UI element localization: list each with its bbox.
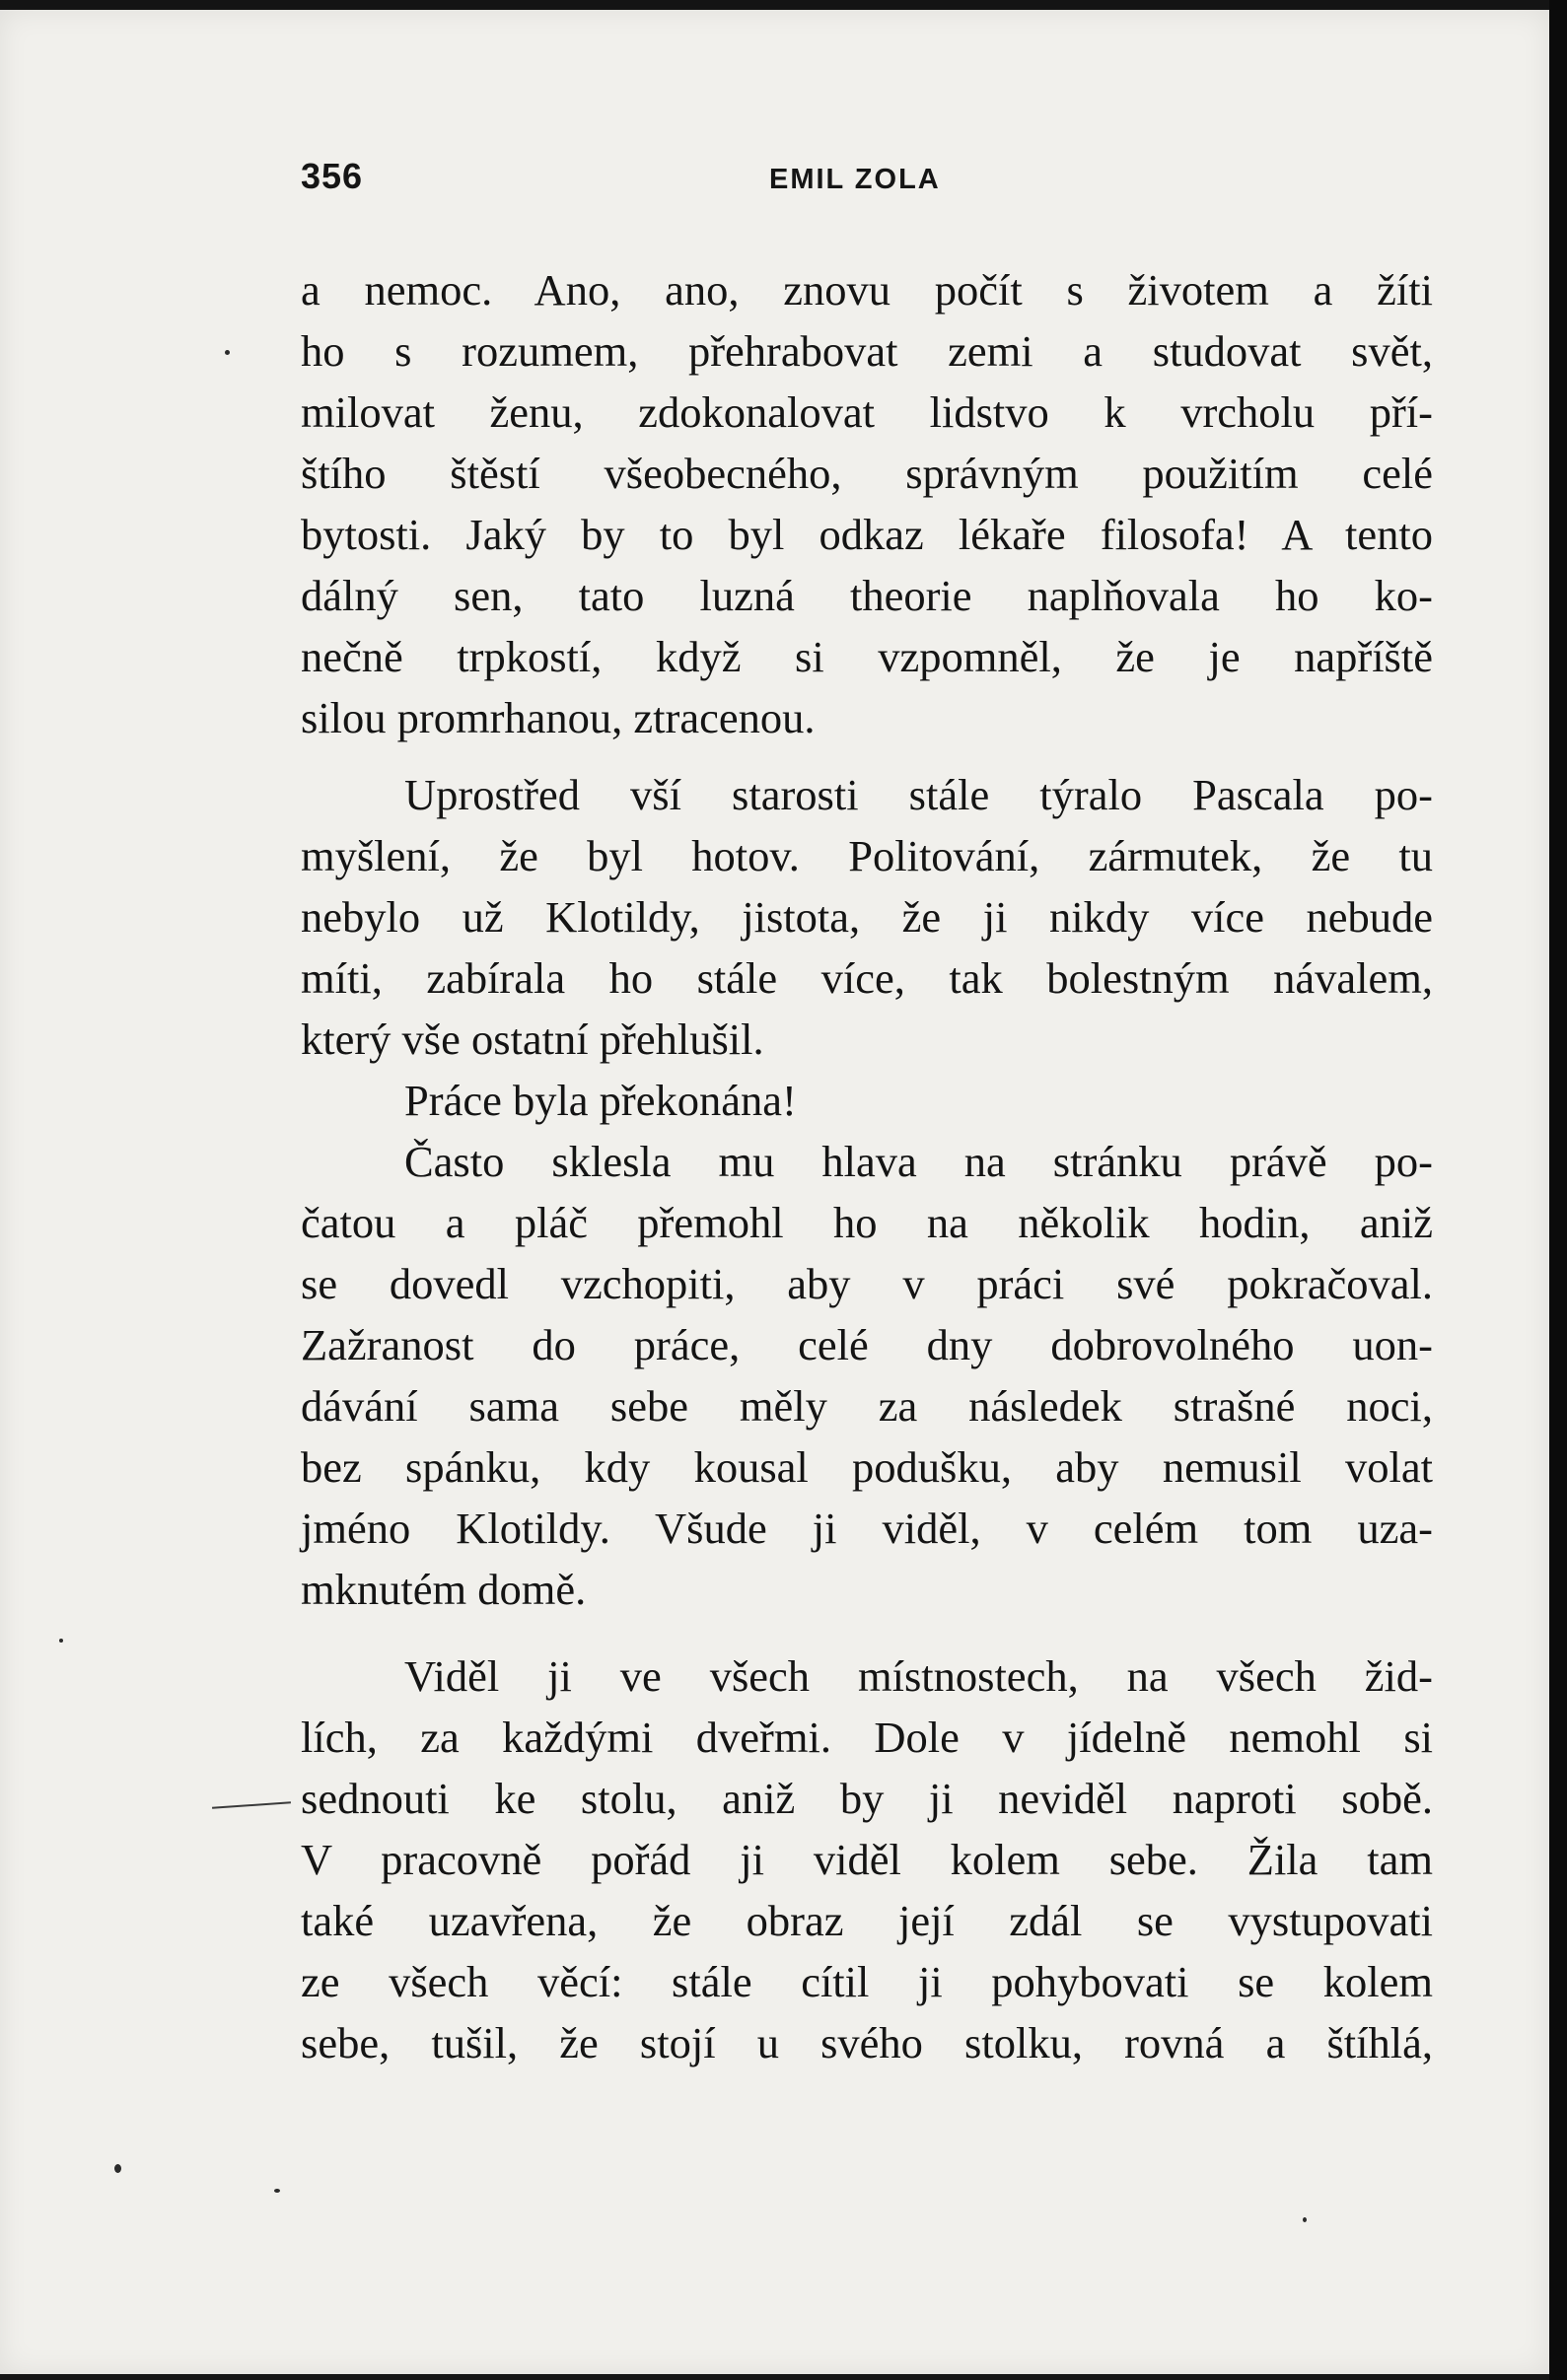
body-text (301, 259, 1433, 2089)
text-line: silou promrhanou, ztracenou. (301, 693, 816, 742)
text-line: Práce byla překonána! (404, 1076, 797, 1125)
text-line: bytosti. Jaký by to byl odkaz lékaře filosofa! A tento (301, 510, 1433, 559)
text-line: myšlení, že byl hotov. Politování, zármutek, že tu (301, 831, 1433, 880)
text-line: se dovedl vzchopiti, aby v práci své pokračoval. (301, 1259, 1433, 1308)
text-line: nebylo už Klotildy, jistota, že ji nikdy více nebude (301, 892, 1433, 942)
speck (114, 2164, 121, 2173)
text-line: ho s rozumem, přehrabovat zemi a studovat svět, (301, 326, 1433, 376)
text-line: který vše ostatní přehlušil. (301, 1015, 764, 1064)
text-line: také uzavřena, že obraz její zdál se vystupovati (301, 1896, 1433, 1945)
page-header (301, 156, 1433, 195)
text-line: dálný sen, tato luzná theorie naplňovala ho ko- (301, 571, 1433, 620)
text-line: sednouti ke stolu, aniž by ji neviděl naproti sobě. (301, 1774, 1433, 1823)
text-line: Uprostřed vší starosti stále týralo Pascala po- (404, 770, 1433, 819)
text-line: mknutém domě. (301, 1565, 587, 1614)
text-line: V pracovně pořád ji viděl kolem sebe. Žila tam (301, 1835, 1433, 1884)
text-line: bez spánku, kdy kousal podušku, aby nemusil volat (301, 1442, 1433, 1492)
text-line: lích, za každými dveřmi. Dole v jídelně nemohl si (301, 1713, 1433, 1762)
text-line: nečně trpkostí, když si vzpomněl, že je napříště (301, 632, 1433, 681)
text-line: jméno Klotildy. Všude ji viděl, v celém tom uza- (301, 1504, 1433, 1553)
speck (274, 2189, 280, 2193)
text-line: milovat ženu, zdokonalovat lidstvo k vrcholu pří- (301, 387, 1433, 437)
text-line: ze všech věcí: stále cítil ji pohybovati se kolem (301, 1957, 1433, 2006)
page-number: 356 (301, 156, 364, 196)
paragraph (301, 1131, 1433, 1620)
text-line: štího štěstí všeobecného, správným použitím celé (301, 449, 1433, 498)
speck (1303, 2217, 1307, 2222)
text-line: Zažranost do práce, celé dny dobrovolného uon- (301, 1320, 1433, 1369)
text-line: a nemoc. Ano, ano, znovu počít s životem a žíti (301, 265, 1433, 315)
text-line: dávání sama sebe měly za následek strašné noci, (301, 1381, 1433, 1431)
text-line: čatou a pláč přemohl ho na několik hodin, aniž (301, 1198, 1433, 1247)
paragraph (301, 259, 1433, 748)
text-line: míti, zabírala ho stále více, tak bolestným návalem, (301, 953, 1433, 1003)
paragraph (301, 1070, 1433, 1131)
text-line: Často sklesla mu hlava na stránku právě po- (404, 1137, 1433, 1186)
text-line: Viděl ji ve všech místnostech, na všech žid- (404, 1651, 1433, 1701)
text-line: sebe, tušil, že stojí u svého stolku, rovná a štíhlá, (301, 2018, 1433, 2067)
scan-top-edge (0, 0, 1567, 10)
paragraph (301, 764, 1433, 1070)
speck (59, 1639, 63, 1643)
speck (225, 350, 230, 355)
scan-right-edge (1549, 0, 1567, 2380)
paragraph (301, 1645, 1433, 2073)
running-head: EMIL ZOLA (769, 164, 941, 195)
